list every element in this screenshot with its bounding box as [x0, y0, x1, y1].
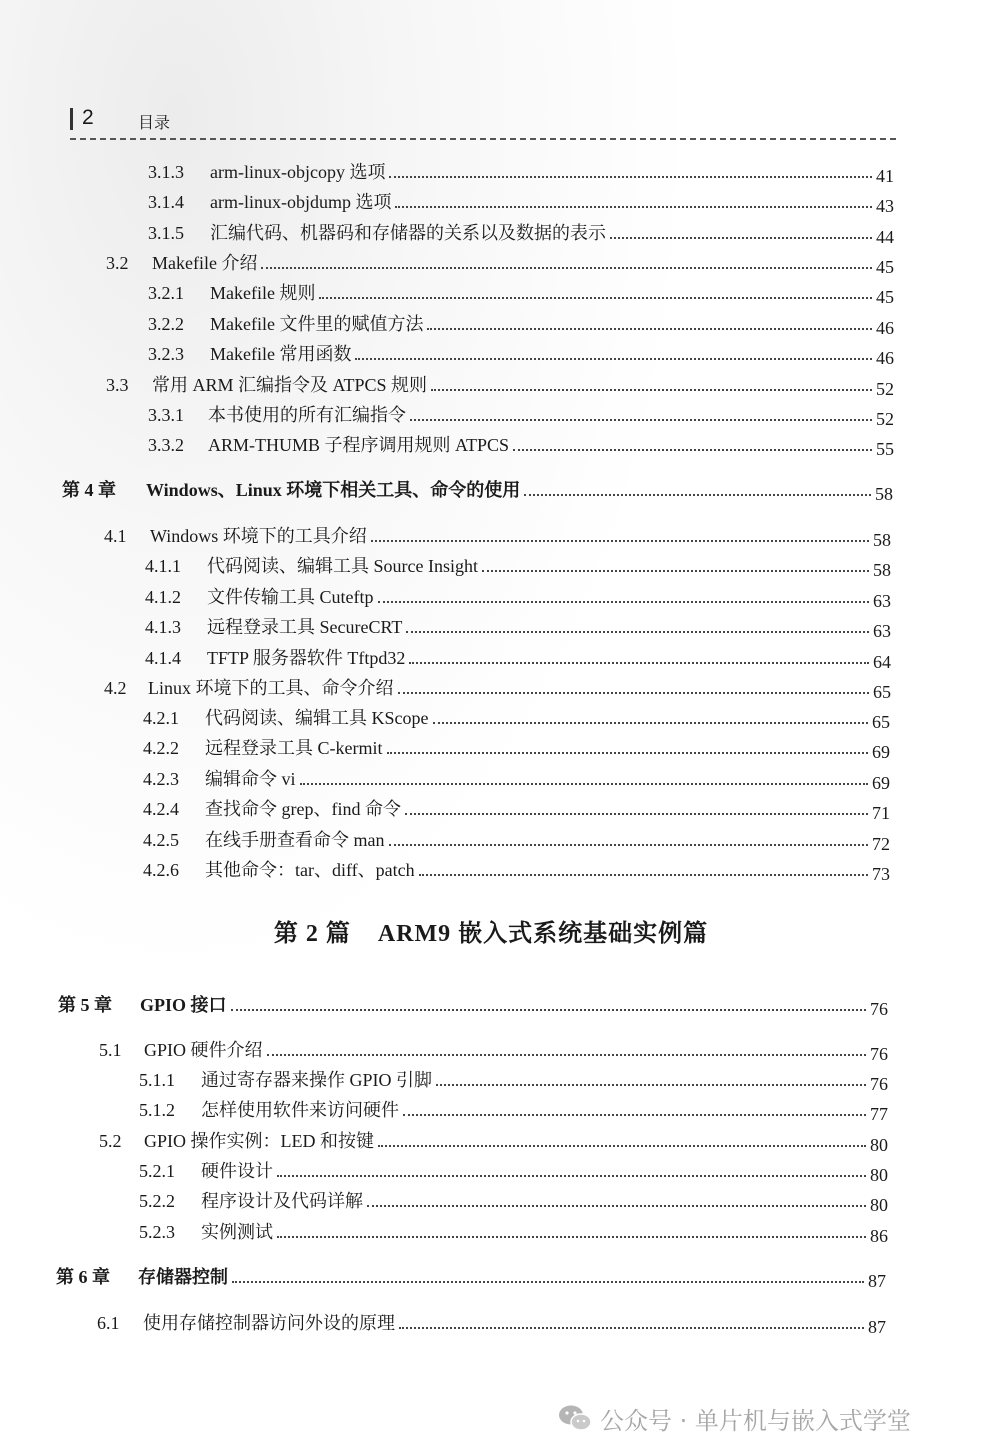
toc-number: 4.2: [104, 678, 127, 698]
toc-number: 3.3: [106, 375, 129, 395]
toc-number: 5.2.2: [139, 1191, 175, 1211]
toc-label: 本书使用的所有汇编指令: [208, 405, 406, 425]
toc-page: 76: [870, 1074, 888, 1094]
leader-dots: [319, 296, 872, 299]
toc-page: 71: [872, 803, 890, 823]
leader-dots: [261, 266, 872, 269]
toc-page: 76: [870, 1044, 888, 1064]
toc-label: 查找命令 grep、find 命令: [205, 799, 401, 819]
toc-chapter-number: 第 6 章: [56, 1267, 110, 1287]
toc-page: 64: [873, 652, 891, 672]
leader-dots: [378, 600, 870, 603]
toc-label: 汇编代码、机器码和存储器的关系以及数据的表示: [210, 223, 606, 243]
toc-entry[interactable]: [97, 1311, 886, 1335]
toc-chapter-number: 第 4 章: [62, 480, 116, 500]
toc-label: 硬件设计: [201, 1161, 273, 1181]
part-title: ARM9 嵌入式系统基础实例篇: [377, 921, 709, 947]
toc-page: 65: [873, 682, 891, 702]
toc-label: 代码阅读、编辑工具 KScope: [205, 708, 429, 728]
toc-number: 5.1.2: [139, 1100, 175, 1120]
toc-number: 4.2.6: [143, 860, 179, 880]
leader-dots: [405, 812, 868, 815]
leader-dots: [378, 1144, 866, 1147]
toc-label: Makefile 规则: [210, 283, 316, 303]
toc-label: Linux 环境下的工具、命令介绍: [148, 678, 394, 698]
toc-number: 4.1.2: [145, 587, 181, 607]
toc-number: 5.2.1: [139, 1161, 175, 1181]
toc-page: 46: [876, 348, 894, 368]
toc-entry[interactable]: [139, 1189, 888, 1213]
part-heading: [0, 913, 982, 948]
leader-dots: [389, 175, 872, 178]
toc-label: GPIO 硬件介绍: [144, 1040, 263, 1060]
toc-label: GPIO 操作实例：LED 和按键: [144, 1131, 374, 1151]
toc-page: 52: [876, 379, 894, 399]
toc-entry[interactable]: [148, 160, 894, 184]
leader-dots: [403, 1113, 866, 1116]
toc-page: 80: [870, 1135, 888, 1155]
toc-entry[interactable]: [145, 615, 891, 639]
toc-label: ARM-THUMB 子程序调用规则 ATPCS: [208, 435, 510, 455]
toc-entry[interactable]: [106, 373, 894, 397]
toc-number: 4.1.4: [145, 648, 181, 668]
leader-dots: [406, 630, 869, 633]
header-title: 目录: [138, 113, 171, 132]
toc-label: 其他命令：tar、diff、patch: [205, 860, 415, 880]
toc-page: 80: [870, 1195, 888, 1215]
toc-entry[interactable]: [139, 1159, 888, 1183]
toc-number: 4.2.4: [143, 799, 179, 819]
toc-page: 86: [870, 1226, 888, 1246]
leader-dots: [427, 327, 872, 330]
toc-label: TFTP 服务器软件 Tftpd32: [207, 648, 406, 668]
toc-entry[interactable]: [143, 828, 890, 852]
toc-number: 4.2.3: [143, 769, 179, 789]
toc-number: 4.1: [104, 526, 127, 546]
toc-label: 通过寄存器来操作 GPIO 引脚: [201, 1070, 433, 1090]
toc-entry[interactable]: [143, 797, 890, 821]
leader-dots: [482, 569, 869, 572]
toc-entry[interactable]: [143, 858, 890, 882]
toc-entry[interactable]: [99, 1129, 888, 1153]
leader-dots: [419, 873, 868, 876]
toc-label: 文件传输工具 Cuteftp: [207, 587, 374, 607]
toc-label: Makefile 介绍: [152, 253, 258, 273]
toc-entry[interactable]: [139, 1068, 888, 1092]
toc-entry[interactable]: [139, 1098, 888, 1122]
toc-number: 3.2.2: [148, 314, 184, 334]
toc-number: 3.1.4: [148, 192, 184, 212]
toc-entry[interactable]: [106, 251, 894, 275]
header-bar: [70, 108, 73, 130]
leader-dots: [395, 205, 872, 208]
leader-dots: [371, 539, 869, 542]
toc-number: 4.2.5: [143, 830, 179, 850]
toc-entry[interactable]: [143, 736, 890, 760]
toc-number: 3.2.1: [148, 283, 184, 303]
toc-label: 程序设计及代码详解: [201, 1191, 363, 1211]
toc-entry[interactable]: [148, 312, 894, 336]
toc-page: 87: [868, 1271, 886, 1291]
toc-number: 3.2.3: [148, 344, 184, 364]
toc-entry[interactable]: [99, 1038, 888, 1062]
leader-dots: [389, 843, 869, 846]
wechat-icon: [558, 1404, 592, 1432]
toc-label: 编辑命令 vi: [205, 769, 296, 789]
toc-label: 远程登录工具 C-kermit: [205, 738, 383, 758]
toc-number: 6.1: [97, 1313, 120, 1333]
toc-label: 远程登录工具 SecureCRT: [207, 617, 403, 637]
watermark-text: 公众号 · 单片机与嵌入式学堂: [600, 1406, 911, 1435]
toc-label: Windows 环境下的工具介绍: [150, 526, 367, 546]
toc-page: 63: [873, 591, 891, 611]
toc-label: 使用存储控制器访问外设的原理: [143, 1313, 395, 1333]
leader-dots: [367, 1204, 866, 1207]
toc-label: 常用 ARM 汇编指令及 ATPCS 规则: [152, 375, 428, 395]
toc-label: 怎样使用软件来访问硬件: [201, 1100, 399, 1120]
toc-chapter-entry[interactable]: [58, 993, 888, 1017]
toc-label: Makefile 文件里的赋值方法: [210, 314, 424, 334]
toc-page: 77: [870, 1104, 888, 1124]
toc-entry[interactable]: [148, 342, 894, 366]
toc-page: 41: [876, 166, 894, 186]
toc-entry[interactable]: [148, 190, 894, 214]
toc-page: 72: [872, 834, 890, 854]
toc-number: 5.1: [99, 1040, 122, 1060]
toc-page: 58: [873, 560, 891, 580]
toc-page: 44: [876, 227, 894, 247]
toc-entry[interactable]: [145, 646, 891, 670]
leader-dots: [433, 721, 869, 724]
toc-entry[interactable]: [148, 403, 894, 427]
toc-number: 3.1.5: [148, 223, 184, 243]
toc-page: 58: [873, 530, 891, 550]
leader-dots: [277, 1174, 866, 1177]
page-header: [70, 104, 896, 140]
toc-number: 3.2: [106, 253, 129, 273]
toc-entry[interactable]: [104, 676, 891, 700]
toc-number: 4.1.3: [145, 617, 181, 637]
toc-number: 4.1.1: [145, 556, 181, 576]
leader-dots: [355, 357, 872, 360]
toc-page: 55: [876, 439, 894, 459]
toc-number: 4.2.2: [143, 738, 179, 758]
toc-chapter-number: 第 5 章: [58, 995, 112, 1015]
leader-dots: [398, 691, 870, 694]
toc-number: 5.1.1: [139, 1070, 175, 1090]
toc-page: 46: [876, 318, 894, 338]
toc-label: 实例测试: [201, 1222, 273, 1242]
toc-entry[interactable]: [145, 585, 891, 609]
leader-dots: [232, 1280, 864, 1283]
toc-page: 69: [872, 773, 890, 793]
leader-dots: [410, 418, 872, 421]
toc-page: 65: [872, 712, 890, 732]
toc-page: 87: [868, 1317, 886, 1337]
toc-page: 80: [870, 1165, 888, 1185]
toc-chapter-label: 存储器控制: [138, 1267, 228, 1287]
toc-entry[interactable]: [145, 554, 891, 578]
toc-entry[interactable]: [148, 433, 894, 457]
toc-chapter-label: Windows、Linux 环境下相关工具、命令的使用: [146, 480, 521, 500]
toc-entry[interactable]: [104, 524, 891, 548]
leader-dots: [524, 493, 871, 496]
toc-number: 3.3.2: [148, 435, 184, 455]
leader-dots: [267, 1053, 866, 1056]
leader-dots: [231, 1008, 866, 1011]
toc-label: arm-linux-objdump 选项: [210, 192, 392, 212]
toc-page: 69: [872, 742, 890, 762]
toc-entry[interactable]: [139, 1220, 888, 1244]
leader-dots: [409, 661, 869, 664]
toc-page: 45: [876, 287, 894, 307]
toc-number: 4.2.1: [143, 708, 179, 728]
leader-dots: [399, 1326, 864, 1329]
leader-dots: [436, 1083, 866, 1086]
part-number: 第 2 篇: [273, 921, 351, 947]
toc-label: Makefile 常用函数: [210, 344, 352, 364]
leader-dots: [610, 236, 872, 239]
toc-page: 73: [872, 864, 890, 884]
leader-dots: [387, 751, 869, 754]
toc-number: 3.3.1: [148, 405, 184, 425]
leader-dots: [513, 448, 872, 451]
watermark: [558, 1398, 958, 1438]
toc-page: 76: [870, 999, 888, 1019]
toc-entry[interactable]: [148, 221, 894, 245]
toc-page: 58: [875, 484, 893, 504]
toc-number: 5.2.3: [139, 1222, 175, 1242]
toc-entry[interactable]: [148, 281, 894, 305]
toc-page: 43: [876, 196, 894, 216]
toc-chapter-label: GPIO 接口: [140, 995, 227, 1015]
toc-entry[interactable]: [143, 706, 890, 730]
leader-dots: [431, 388, 872, 391]
toc-chapter-entry[interactable]: [62, 478, 893, 502]
toc-label: 代码阅读、编辑工具 Source Insight: [207, 556, 478, 576]
toc-page: 52: [876, 409, 894, 429]
toc-page: 45: [876, 257, 894, 277]
leader-dots: [300, 782, 868, 785]
toc-label: arm-linux-objcopy 选项: [210, 162, 386, 182]
toc-chapter-entry[interactable]: [56, 1265, 886, 1289]
toc-page: 63: [873, 621, 891, 641]
page-number: 2: [82, 106, 94, 129]
toc-entry[interactable]: [143, 767, 890, 791]
toc-label: 在线手册查看命令 man: [205, 830, 385, 850]
leader-dots: [277, 1235, 866, 1238]
toc-number: 3.1.3: [148, 162, 184, 182]
toc-number: 5.2: [99, 1131, 122, 1151]
